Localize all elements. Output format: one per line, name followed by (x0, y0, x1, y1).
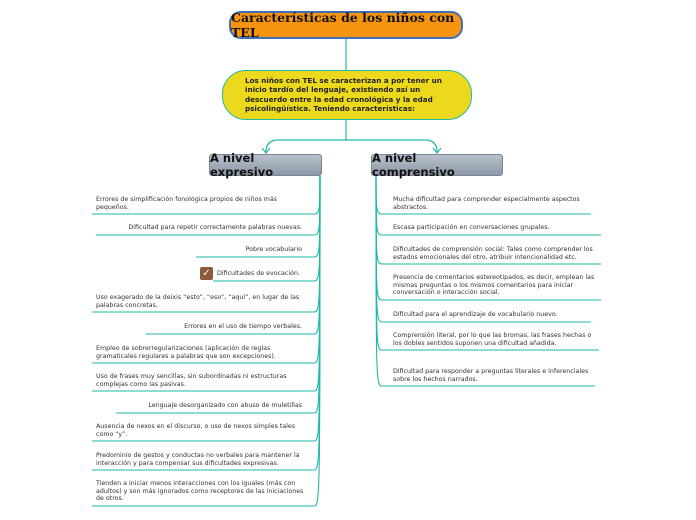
branch-expresivo[interactable]: A nivel expresivo (209, 154, 322, 176)
leaf-expresivo-3[interactable]: Pobre vocabulario (245, 246, 302, 253)
intro-node[interactable]: Los niños con TEL se caracterizan a por tener un inicio tardío del lenguaje, existiendo así un descuerdo entre la edad cronológica y la edad psicolingüística. Teniendo características: (222, 70, 472, 120)
leaf-expresivo-7[interactable]: Empleo de sobrerregularizaciones (aplicación de reglas gramaticales regulares a palabras que son excepciones). (96, 345, 276, 360)
map-title[interactable]: Características de los niños con TEL (229, 11, 463, 39)
leaf-comprensivo-3[interactable]: Dificultades de comprensión social: Tales como comprender los estados emocionales del otro, atribuir intencionalidad etc. (393, 246, 593, 261)
leaf-expresivo-3-connector (314, 176, 320, 257)
leaf-expresivo-4[interactable]: Dificultades de evocación. (217, 270, 300, 277)
leaf-comprensivo-1[interactable]: Mucha dificultad para comprender especialmente aspectos abstractos. (393, 196, 580, 211)
leaf-expresivo-1-connector (314, 176, 320, 214)
checkmark-icon: ✓ (200, 267, 213, 280)
leaf-expresivo-11[interactable]: Predominio de gestos y conductas no verbales para mantener la interacción y para compensar sus dificultades expresivas. (96, 452, 300, 467)
leaf-expresivo-6[interactable]: Errores en el uso de tiempo verbales. (184, 323, 302, 330)
leaf-expresivo-10[interactable]: Ausencia de nexos en el discurso, o uso de nexos simples tales como “y”. (96, 423, 296, 438)
leaf-expresivo-8[interactable]: Uso de frases muy sencillas, sin subordinadas ni estructuras complejas como las pasivas. (96, 373, 287, 388)
leaf-comprensivo-5[interactable]: Dificultad para el aprendizaje de vocabulario nuevo. (393, 311, 558, 318)
leaf-expresivo-9[interactable]: Lenguaje desorganizado con abuso de muletillas (148, 402, 302, 409)
leaf-comprensivo-1-connector (376, 176, 382, 214)
leaf-expresivo-1[interactable]: Errores de simplificación fonológica propios de niños más pequeños. (96, 196, 278, 211)
leaf-expresivo-5[interactable]: Uso exagerado de la deixis “esto”, “eso”, “aquí”, en lugar de las palabras concretas. (96, 294, 300, 309)
leaf-comprensivo-7[interactable]: Dificultad para responder a preguntas literales e inferenciales sobre los hechos narrados. (393, 368, 589, 383)
leaf-expresivo-12[interactable]: Tienden a iniciar menos interacciones con los iguales (más con adultos) y son más ignorados como receptores de las iniciaciones de otros. (96, 480, 304, 503)
leaf-expresivo-2[interactable]: Dificultad para repetir correctamente palabras nuevas. (128, 224, 302, 231)
branch-comprensivo[interactable]: A nivel comprensivo (371, 154, 503, 176)
leaf-comprensivo-6[interactable]: Comprensión literal, por lo que las bromas, las frases hechas o los dobles sentidos suponen una dificultad añadida. (393, 332, 592, 347)
leaf-comprensivo-2[interactable]: Escasa participación en conversaciones grupales. (393, 224, 550, 231)
leaf-comprensivo-4[interactable]: Presencia de comentarios estereotipados, es decir, emplean las mismas preguntas o los mismos comentarios para iniciar conversación o interacción social. (393, 274, 595, 297)
